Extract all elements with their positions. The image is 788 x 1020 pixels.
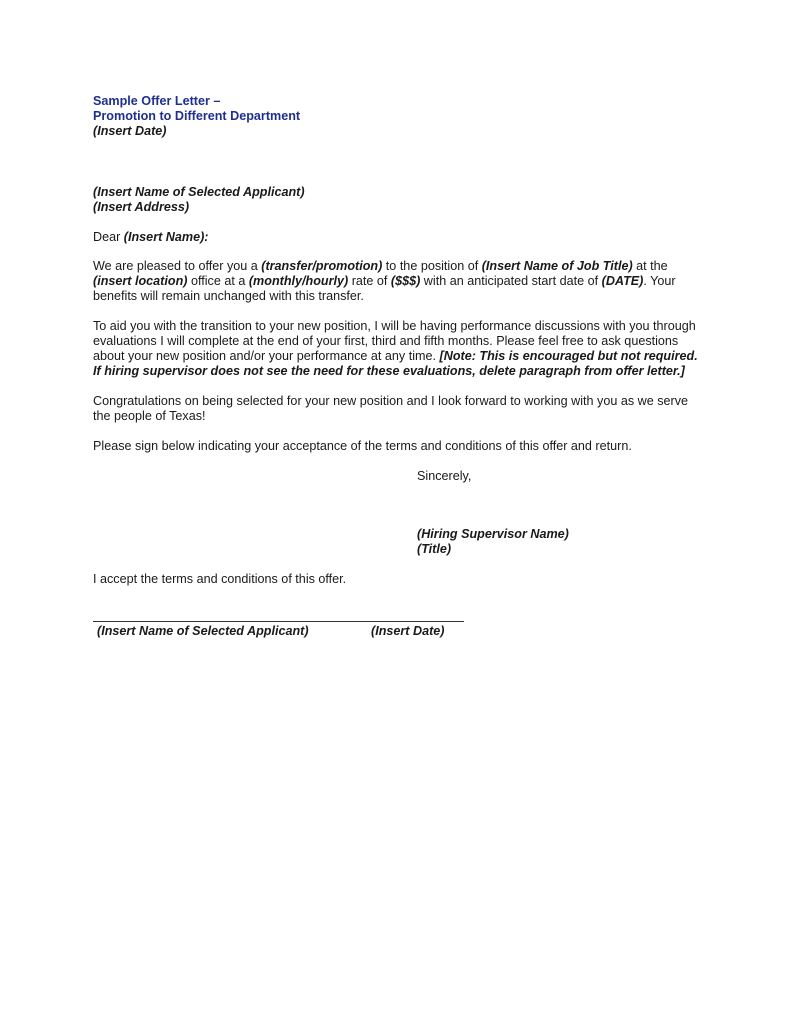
- offer-text-6: with an anticipated start date of: [420, 274, 602, 289]
- signature-labels: [93, 624, 703, 640]
- evaluation-text: To aid you with the transition to your new position, I will be having performance discussions with you through evaluations I will complete at the end of your first, third and fifth months. Please feel free to ask questions about your new position and/or your performance at any time.: [93, 319, 696, 363]
- offer-text-2: to the position of: [382, 259, 482, 274]
- offer-transfer-type: (transfer/promotion): [261, 259, 383, 274]
- offer-pay-period: (monthly/hourly): [248, 274, 349, 289]
- congratulations-paragraph: Congratulations on being selected for your new position and I look forward to working with you as we serve the people of Texas!: [93, 393, 689, 423]
- offer-paragraph: [93, 259, 703, 304]
- letter-title-line2: Promotion to Different Department: [93, 108, 301, 123]
- offer-rate: ($$$): [390, 274, 421, 289]
- letter-header: [93, 94, 703, 139]
- salutation-name: (Insert Name):: [123, 229, 209, 244]
- evaluation-note: [Note: This is encouraged but not required. If hiring supervisor does not see the need for these evaluations, delete paragraph from offer letter.]: [93, 348, 698, 378]
- letter-title-line1: Sample Offer Letter –: [93, 94, 221, 108]
- closing: Sincerely,: [417, 468, 472, 483]
- offer-text-4: office at a: [187, 274, 249, 289]
- applicant-signature-label: (Insert Name of Selected Applicant): [97, 624, 309, 639]
- salutation-dear: Dear: [93, 229, 124, 244]
- signature-date-label: (Insert Date): [371, 624, 445, 639]
- recipient-name: (Insert Name of Selected Applicant): [93, 184, 305, 199]
- offer-job-title: (Insert Name of Job Title): [481, 259, 633, 274]
- signature-line: [93, 621, 464, 622]
- offer-text-3: at the: [632, 259, 668, 274]
- evaluation-paragraph: [93, 319, 703, 379]
- supervisor-name: (Hiring Supervisor Name): [417, 527, 569, 542]
- sign-instructions-paragraph: Please sign below indicating your acceptance of the terms and conditions of this offer and return.: [93, 438, 632, 453]
- supervisor-signature: [417, 527, 703, 557]
- recipient-address: [93, 185, 703, 215]
- offer-text-5: rate of: [348, 274, 391, 289]
- offer-location: (insert location): [93, 274, 188, 289]
- offer-start-date: (DATE): [601, 274, 644, 289]
- offer-text-7: . Your benefits will remain unchanged with this transfer.: [93, 274, 676, 304]
- supervisor-title: (Title): [417, 542, 452, 557]
- acceptance-statement: I accept the terms and conditions of this offer.: [93, 572, 347, 587]
- salutation: [93, 230, 703, 245]
- letter-date: (Insert Date): [93, 123, 167, 138]
- offer-text-1: We are pleased to offer you a: [93, 259, 262, 274]
- recipient-address-line: (Insert Address): [93, 199, 190, 214]
- letter-page: [93, 94, 703, 640]
